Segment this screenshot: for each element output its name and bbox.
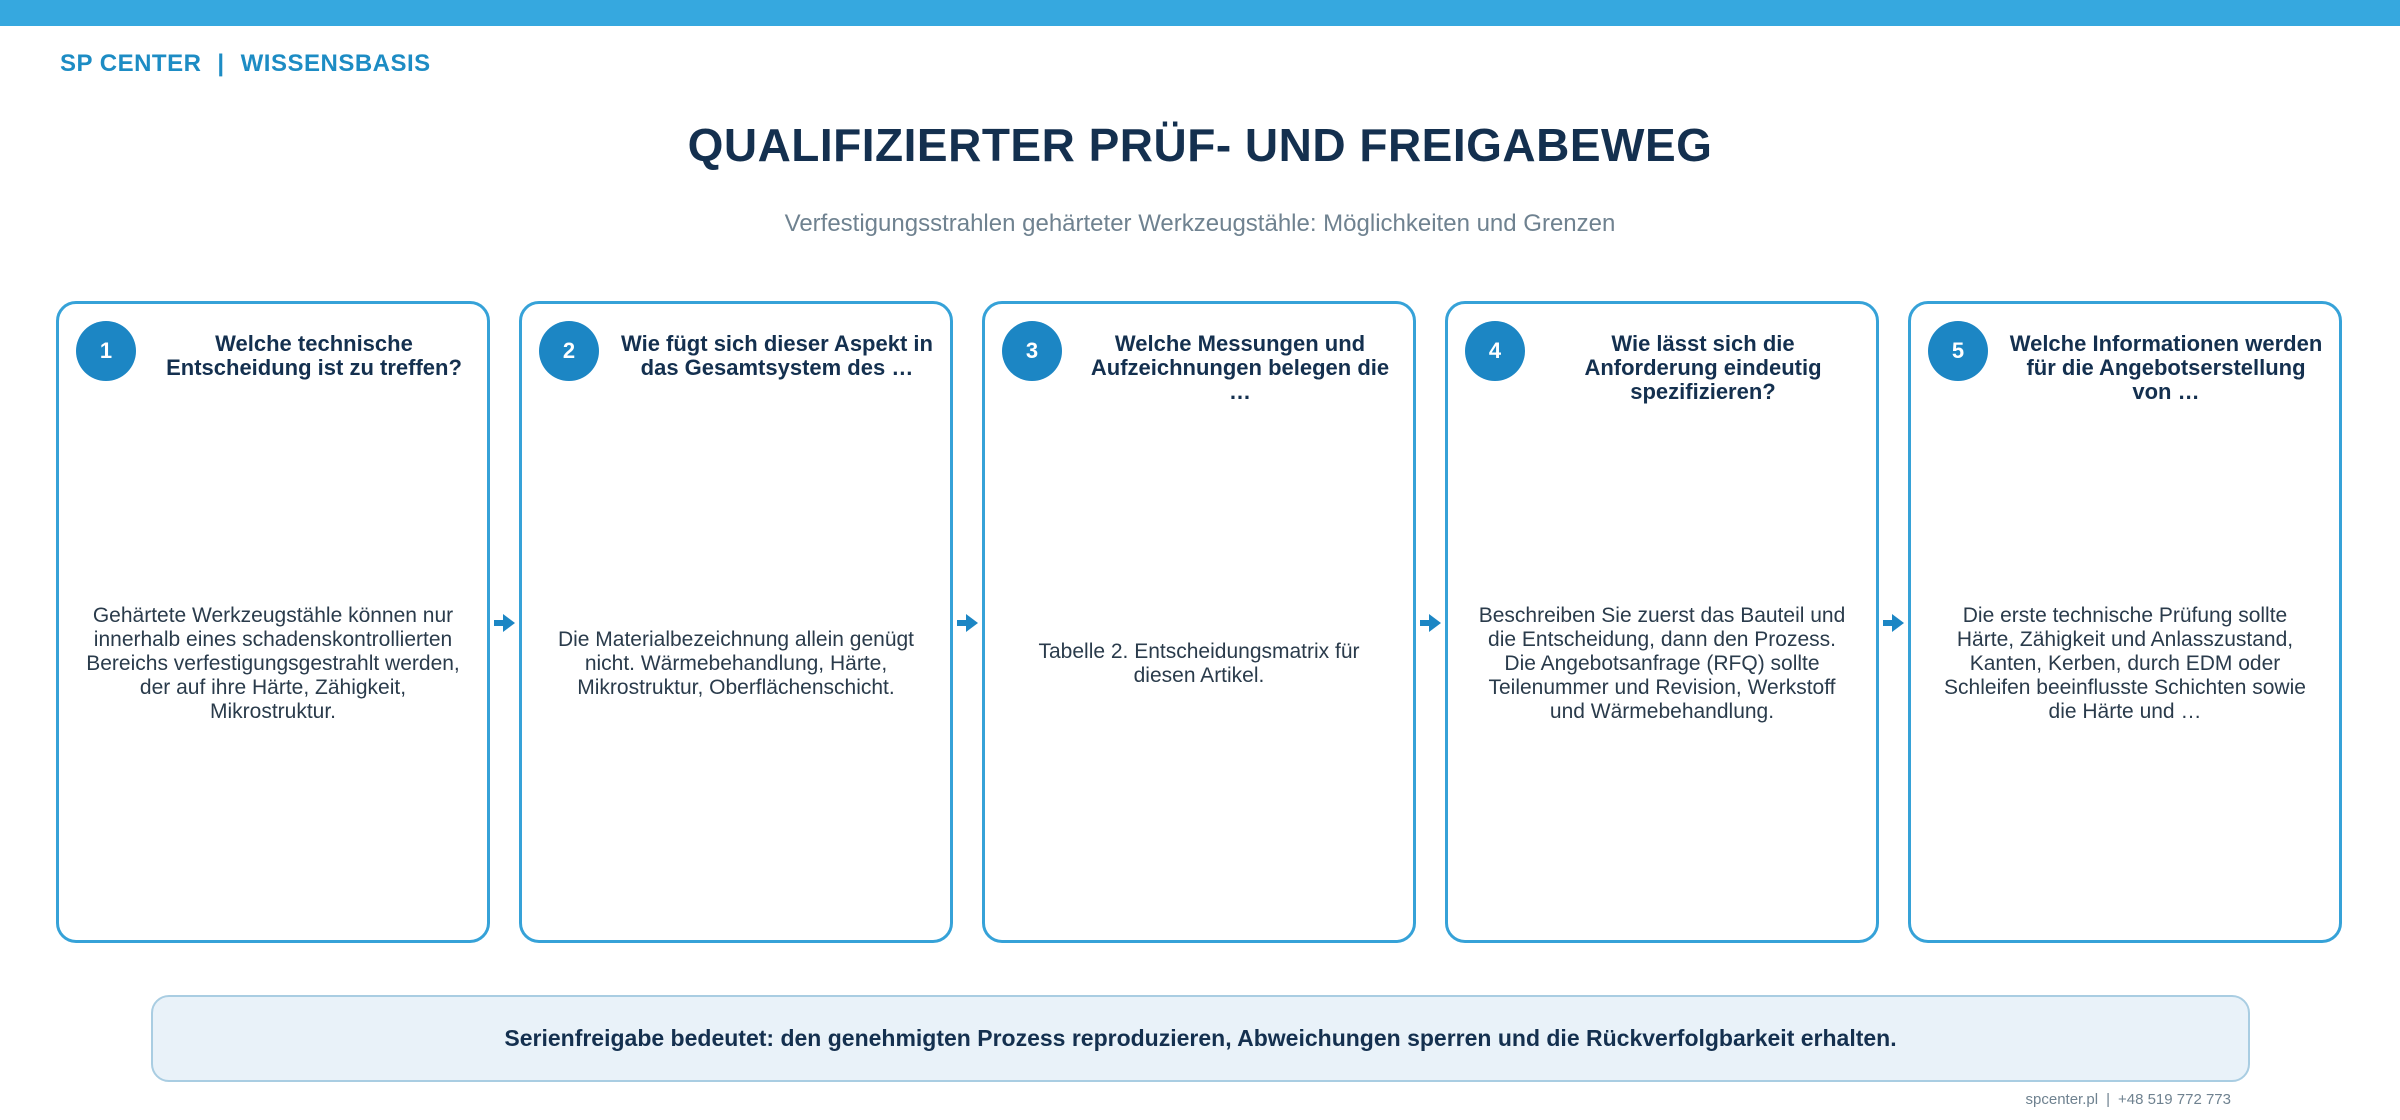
footer-separator: |	[2106, 1091, 2110, 1108]
footer-phone: +48 519 772 773	[2117, 1091, 2231, 1108]
step-card-2	[519, 301, 953, 943]
step-card-1	[56, 301, 490, 943]
step-number-badge: 5	[1928, 321, 1988, 381]
step-body: Tabelle 2. Entscheidungsmatrix für diesen Artikel.	[1038, 640, 1360, 687]
step-body: Die erste technische Prüfung sollte Härte, Zähigkeit und Anlasszustand, Kanten, Kerben, durch EDM oder Schleifen beeinflusste Schichten sowie die Härte und …	[1944, 604, 2306, 723]
arrow-right-icon	[1420, 612, 1442, 634]
summary-banner-text: Serienfreigabe bedeutet: den genehmigten Prozess reproduzieren, Abweichungen sperren und die Rückverfolgbarkeit erhalten.	[504, 1025, 1897, 1051]
arrow-right-icon	[494, 612, 516, 634]
brand-separator: |	[217, 50, 225, 77]
brand-section: WISSENSBASIS	[240, 50, 431, 77]
step-number-badge: 3	[1002, 321, 1062, 381]
step-number-badge: 1	[76, 321, 136, 381]
top-accent-bar	[0, 0, 2400, 26]
brand-name: SP CENTER	[60, 50, 202, 77]
footer-contact	[2026, 1091, 2231, 1108]
step-title: Wie lässt sich die Anforderung eindeutig spezifizieren?	[1584, 331, 1822, 404]
step-number-badge: 4	[1465, 321, 1525, 381]
footer-website: spcenter.pl	[2025, 1091, 2099, 1108]
step-number-badge: 2	[539, 321, 599, 381]
step-body: Die Materialbezeichnung allein genügt nicht. Wärmebehandlung, Härte, Mikrostruktur, Oberflächenschicht.	[557, 628, 915, 699]
arrow-right-icon	[1883, 612, 1905, 634]
step-body: Beschreiben Sie zuerst das Bauteil und die Entscheidung, dann den Prozess. Die Angebotsanfrage (RFQ) sollte Teilenummer und Revision, Werkstoff und Wärmebehandlung.	[1478, 604, 1846, 723]
page-title: QUALIFIZIERTER PRÜF- UND FREIGABEWEG	[687, 119, 1713, 171]
arrow-right-icon	[957, 612, 979, 634]
step-card-5	[1908, 301, 2342, 943]
brand-header	[60, 50, 431, 78]
page-subtitle: Verfestigungsstrahlen gehärteter Werkzeugstähle: Möglichkeiten und Grenzen	[784, 210, 1616, 237]
step-title: Welche technische Entscheidung ist zu treffen?	[166, 331, 462, 380]
step-card-4	[1445, 301, 1879, 943]
step-title: Welche Messungen und Aufzeichnungen belegen die …	[1090, 331, 1390, 404]
step-title: Welche Informationen werden für die Angebotserstellung von …	[2009, 331, 2323, 404]
step-body: Gehärtete Werkzeugstähle können nur innerhalb eines schadenskontrollierten Bereichs verfestigungsgestrahlt werden, der auf ihre Härte, Zähigkeit, Mikrostruktur.	[86, 604, 460, 723]
summary-banner	[151, 995, 2250, 1082]
step-card-3	[982, 301, 1416, 943]
step-title: Wie fügt sich dieser Aspekt in das Gesamtsystem des …	[621, 331, 933, 380]
